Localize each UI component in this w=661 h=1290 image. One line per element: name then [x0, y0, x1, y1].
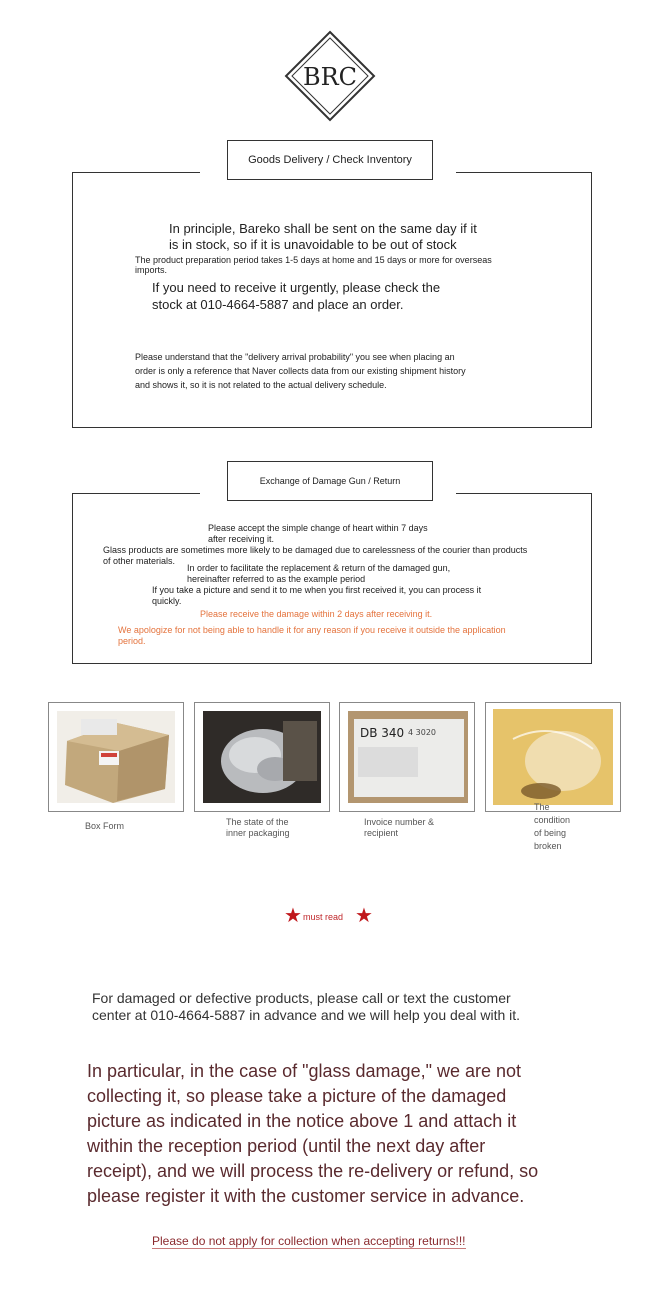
exchange-l10: We apologize for not being able to handle it for any reason if you receive it outside the application [118, 625, 506, 635]
exchange-l2: after receiving it. [208, 534, 275, 544]
delivery-note2: order is only a reference that Naver collects data from our existing shipment history [135, 366, 466, 376]
box-photo-icon [57, 711, 175, 803]
caption-broken-3: of being [534, 828, 567, 838]
caption-broken-1: The [534, 802, 550, 812]
caption-invoice-1: Invoice number & [364, 817, 435, 827]
exchange-l7: If you take a picture and send it to me when you first received it, you can process it [152, 585, 482, 595]
footer-para2-line4: within the reception period (until the next day after [87, 1136, 486, 1156]
footer-para1-line2: center at 010-4664-5887 in advance and we will help you deal with it. [92, 1007, 521, 1023]
delivery-note1: Please understand that the "delivery arrival probability" you see when placing an [135, 352, 455, 362]
caption-inner-packaging-2: inner packaging [226, 828, 290, 838]
footer-warning: Please do not apply for collection when accepting returns!!! [152, 1234, 466, 1248]
delivery-line1: In principle, Bareko shall be sent on the same day if it [169, 221, 477, 236]
photo-box-form [48, 702, 184, 812]
invoice-code: DB 340 [360, 726, 405, 740]
photo-broken [485, 702, 621, 812]
delivery-urgent2: stock at 010-4664-5887 and place an order. [152, 297, 404, 312]
caption-box-form: Box Form [85, 821, 125, 831]
caption-invoice-2: recipient [364, 828, 399, 838]
exchange-l9: Please receive the damage within 2 days after receiving it. [200, 609, 433, 619]
invoice-label-icon [348, 711, 468, 803]
exchange-l6: hereinafter referred to as the example period [187, 574, 366, 584]
star-left-icon: ★ [284, 905, 302, 927]
footer-para2-line2: collecting it, so please take a picture of the damaged [87, 1086, 507, 1106]
exchange-l11: period. [118, 636, 146, 646]
exchange-l4: of other materials. [103, 556, 176, 566]
caption-inner-packaging-1: The state of the [226, 817, 289, 827]
broken-glass-icon [493, 709, 613, 805]
footer-para2-line6: please register it with the customer service in advance. [87, 1186, 525, 1206]
star-right-icon: ★ [355, 905, 373, 927]
delivery-note3: and shows it, so it is not related to the actual delivery schedule. [135, 380, 387, 390]
delivery-line2: is in stock, so if it is unavoidable to be out of stock [169, 237, 457, 252]
footer-para1-line1: For damaged or defective products, please call or text the customer [92, 990, 511, 1006]
footer-para2-line5: receipt), and we will process the re-delivery or refund, so [87, 1161, 539, 1181]
logo-text: BRC [302, 63, 358, 91]
photo-inner-packaging [194, 702, 330, 812]
delivery-prep1: The product preparation period takes 1-5 days at home and 15 days or more for overseas [135, 255, 492, 265]
caption-broken-4: broken [534, 841, 562, 851]
must-read-label: must read [303, 912, 344, 922]
exchange-l5: In order to facilitate the replacement & return of the damaged gun, [187, 563, 451, 573]
exchange-l1: Please accept the simple change of heart within 7 days [208, 523, 428, 533]
invoice-number: 4 3020 [408, 728, 436, 737]
exchange-l3: Glass products are sometimes more likely to be damaged due to carelessness of the courier than products [103, 545, 528, 555]
bubble-wrap-icon [203, 711, 321, 803]
footer-para2-line1: In particular, in the case of "glass damage," we are not [87, 1061, 522, 1081]
brand-logo [284, 30, 376, 122]
footer-para2-line3: picture as indicated in the notice above 1 and attach it [87, 1111, 517, 1131]
delivery-title: Goods Delivery / Check Inventory [227, 140, 433, 180]
photo-invoice [339, 702, 475, 812]
exchange-l8: quickly. [152, 596, 182, 606]
delivery-prep2: imports. [135, 265, 168, 275]
exchange-title: Exchange of Damage Gun / Return [227, 461, 433, 501]
delivery-urgent1: If you need to receive it urgently, please check the [152, 280, 441, 295]
caption-broken-2: condition [534, 815, 571, 825]
